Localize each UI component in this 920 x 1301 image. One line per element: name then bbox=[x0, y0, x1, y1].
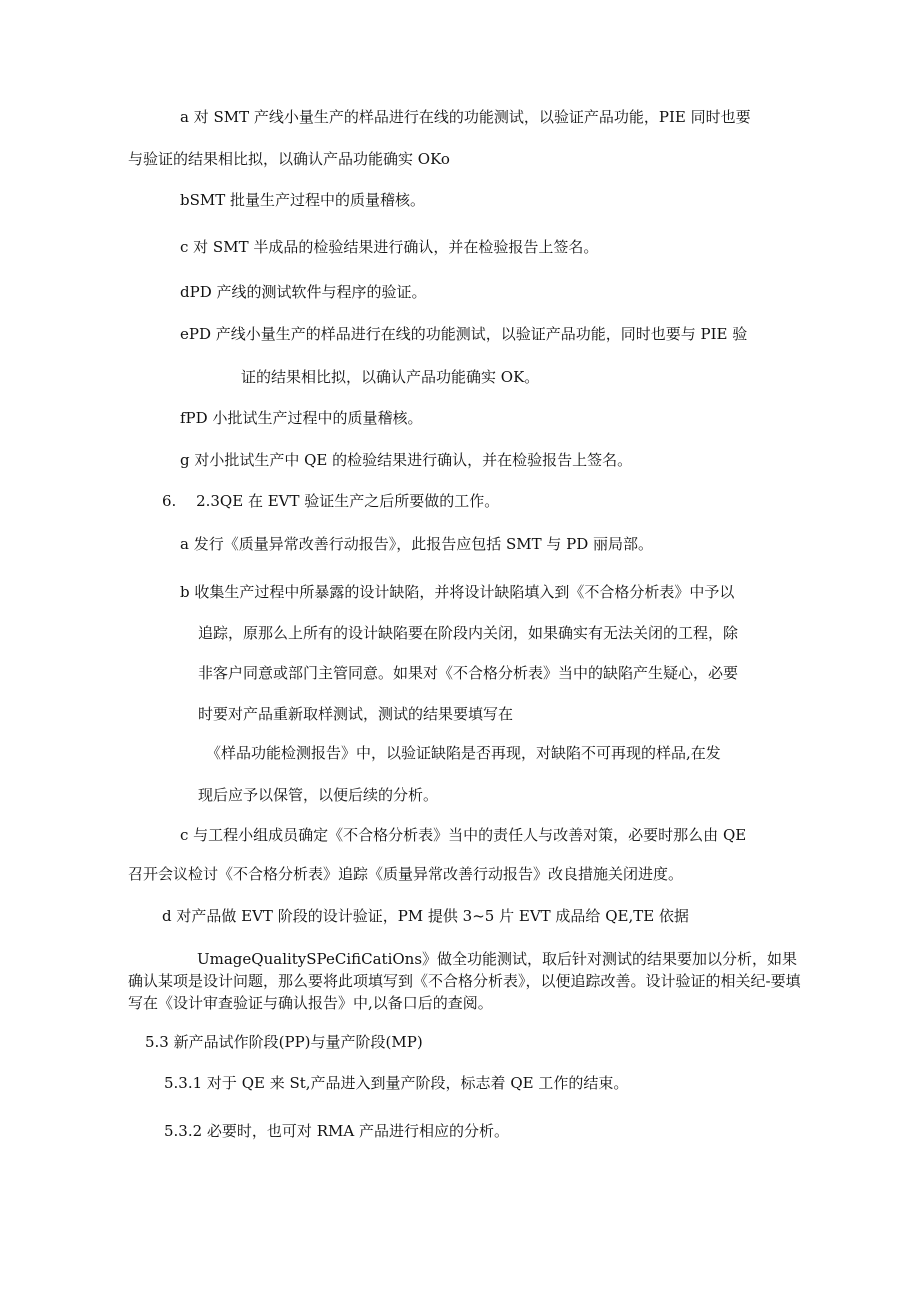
text-line: 召开会议检讨《不合格分析表》追踪《质量异常改善行动报告》改良措施关闭进度。 bbox=[128, 865, 684, 883]
text-line: g 对小批试生产中 QE 的检验结果进行确认，并在检验报告上签名。 bbox=[180, 451, 633, 469]
section-heading: 5.3 新产品试作阶段(PP)与量产阶段(MP) bbox=[145, 1033, 423, 1051]
text-line: fPD 小批试生产过程中的质量稽核。 bbox=[180, 409, 423, 427]
section-heading: 6. 2.3QE 在 EVT 验证生产之后所要做的工作。 bbox=[162, 492, 500, 510]
text-line: 证的结果相比拟，以确认产品功能确实 OK。 bbox=[241, 368, 540, 386]
text-line: 现后应予以保管，以便后续的分析。 bbox=[198, 786, 439, 804]
text-line: ePD 产线小量生产的样品进行在线的功能测试，以验证产品功能，同时也要与 PIE 验 bbox=[180, 325, 748, 343]
text-line: 与验证的结果相比拟，以确认产品功能确实 OKo bbox=[128, 150, 450, 168]
text-line: dPD 产线的测试软件与程序的验证。 bbox=[180, 283, 427, 301]
text-line: 《样品功能检测报告》中，以验证缺陷是否再现，对缺陷不可再现的样品,在发 bbox=[206, 744, 721, 762]
text-line: 时要对产品重新取样测试，测试的结果要填写在 bbox=[198, 705, 514, 723]
paragraph: UmageQualitySPeCifiCatiOns》做全功能测试，取后针对测试的结果要加以分析，如果确认某项是设计问题，那么要将此项填写到《不合格分析表》，以便追踪改善。设计验证的相关纪-要填写在《设计审查验证与确认报告》中,以备口后的查阅。 bbox=[128, 950, 801, 1012]
text-line: 5.3.1 对于 QE 来 St,产品进入到量产阶段，标志着 QE 工作的结束。 bbox=[164, 1074, 629, 1092]
text-line: a 发行《质量异常改善行动报告》，此报告应包括 SMT 与 PD 丽局部。 bbox=[180, 535, 654, 553]
text-line: 非客户同意或部门主管同意。如果对《不合格分析表》当中的缺陷产生疑心，必要 bbox=[198, 664, 739, 682]
text-line: bSMT 批量生产过程中的质量稽核。 bbox=[180, 191, 426, 209]
text-line: 追踪，原那么上所有的设计缺陷要在阶段内关闭，如果确实有无法关闭的工程，除 bbox=[198, 624, 739, 642]
text-line: d 对产品做 EVT 阶段的设计验证，PM 提供 3~5 片 EVT 成品给 QE,TE 依据 bbox=[162, 907, 689, 925]
text-line: 5.3.2 必要时，也可对 RMA 产品进行相应的分析。 bbox=[164, 1122, 509, 1140]
text-line: a 对 SMT 产线小量生产的样品进行在线的功能测试，以验证产品功能，PIE 同时也要 bbox=[180, 108, 751, 126]
text-line: b 收集生产过程中所暴露的设计缺陷，并将设计缺陷填入到《不合格分析表》中予以 bbox=[180, 583, 735, 601]
text-line: c 对 SMT 半成品的检验结果进行确认，并在检验报告上签名。 bbox=[180, 238, 599, 256]
text-line: c 与工程小组成员确定《不合格分析表》当中的责任人与改善对策，必要时那么由 QE bbox=[180, 826, 747, 844]
